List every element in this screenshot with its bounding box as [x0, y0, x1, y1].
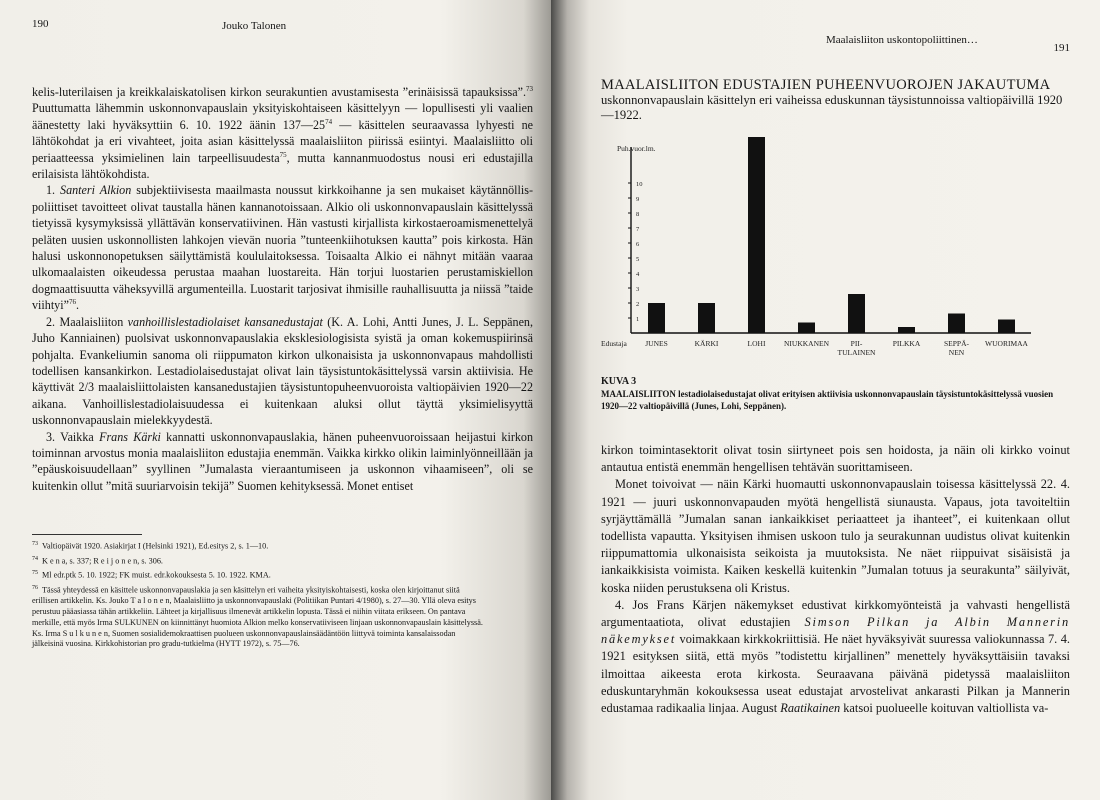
left-paragraph-3: 2. Maalaisliiton vanhoillislestadiolaiset kansanedustajat (K. A. Lohi, Antti Junes, J. L. Seppänen, Juho Kanniainen) puolsivat uskonnonvapauslakia eksklesiologisista syistä ja oman kokemuspiirinsä pohjalta. Evankeliumin sanoma oli riippumaton kirkon ulkonaisista ja uskonnonvapaus mahdollisti todellisen kansankirkon. Lestadiolaisedustajat olivat lain täysistuntokäsittelyssä varsin aktiivisia. He käyttivät 2/3 maalaisliittolaisten kansanedustajien täysistuntopuheenvuoroista valtiopäivien 1920—22 aikana. Vanhoillislestadiolaisuudessa ei kuitenkaan aluksi ollut täyttä yksimielisyyttä uskonnonvapauslain mielekkyydestä.: [32, 314, 534, 428]
bar-1: [698, 303, 715, 333]
y-tick-label: 10: [636, 181, 643, 188]
y-tick-label: 7: [636, 226, 640, 233]
bar-chart-svg: [601, 137, 1051, 372]
bar-3: [798, 323, 815, 334]
y-tick-label: 3: [636, 286, 640, 293]
footnote-number: 74: [32, 555, 38, 562]
right-paragraph-1: kirkon toimintasektorit olivat tosin siirtyneet pois sen hoidosta, ja näin oli kirkko voinut antautua entistä enemmän hengellisen tehtävän suorittamiseen.: [601, 443, 1070, 475]
y-tick-label: 1: [636, 316, 640, 323]
bar-7: [998, 320, 1015, 334]
left-paragraph-2: 1. Santeri Alkion subjektiivisesta maailmasta noussut kirkkoihanne ja sen mukaiset käytännöllis-poliittiset tavoitteet olivat taustalla hänen kannanotoissaan. Alkio oli uskonnonvapauslain käsittelyssä tietyissä kysymyksissä yllättävän konservatiivinen. Hän vastusti kirjallista kirkostaeroamismenettelyä peläten uusien uskonnollisten lahkojen vievän nuoria ”tunteenkiihotuksen kautta” pois kirkosta. Hän halusi uskonnonopetuksen säilyttämistä koululaitoksessa. Toisaalta Alkio ei nähnyt mitään vaaraa ulkomaalaisten oikeudessa perustaa maahan luostareita. Hän torjui luostarien perustamiskiellon dogmaattisuutta väheksyvillä argumenteilla. Luostarit tarjosivat ihmisille rauhallisuutta ja niissä ”taide viihtyi”$^{76}$.: [32, 183, 533, 313]
left-running-head: [32, 18, 533, 48]
x-tick-label: JUNES: [645, 339, 668, 348]
y-tick-label: 6: [636, 241, 640, 248]
y-axis-label: Puh.vuor.lm.: [617, 144, 656, 153]
footnote: [32, 568, 484, 582]
caption-label: KUVA 3: [601, 376, 637, 387]
footnote: [32, 539, 484, 553]
footnote-rule: [32, 534, 483, 650]
y-tick-label: 2: [636, 301, 640, 308]
left-paragraph-1: kelis-luterilaisen ja kreikkalaiskatolisen kirkon seurakuntien avustamisesta ”erinäisissä tapauksissa”.$^{73}$ Puuttumatta lähemmin uskonnonvapauslain yksityiskohtaiseen käsittelyyn — lopullisesti yli vaalien äänestetty laki hyväksyttiin 6. 10. 1922 äänin $137—25^{74}$ — käsittelen seuraavassa lyhyesti ne lähtökohdat ja eri vivahteet, joita asian käsittelyssä maalaisliiton piirissä esiintyi. Maalaisliitto oli periaatteessa yksimielinen lain tarpeellisuudesta$^{75}$, mutta kannanmuodostus nousi eri edustajilla erilaisista lähtökohdista.: [32, 84, 533, 182]
caption-text: lestadiolaisedustajat olivat erityisen aktiivisia uskonnonvapauslain täysistuntokäsittelyssä vuosien 1920—22 valtiopäivillä (Junes, Lohi, Seppänen).: [601, 389, 1054, 411]
bar-5: [898, 327, 915, 333]
bar-0: [648, 303, 665, 333]
footnote-number: 73: [32, 541, 38, 548]
footnote: [32, 554, 484, 568]
footnote: [32, 583, 484, 651]
person-name: Raatikainen: [780, 701, 841, 716]
footnote-text: Valtiopäivät 1920. Asiakirjat I (Helsinki 1921), Ed.esitys 2, s. 1—10.: [42, 541, 269, 551]
left-paragraph-4: 3. Vaikka Frans Kärki kannatti uskonnonvapauslakia, hänen puheenvuoroissaan heijastui kirkon toiminnan arvostus monia maalaisliiton edustajia enemmän. Vaikka kirkko olikin laiminlyönneillään ja ”epäuskoisuudellaan” syyllinen ”Jumalasta vieraantumiseen ja uskonnon vihaamiseen”, oli se kuitenkin ollut ”mitä suuriarvoisin tekijä” Suomen kehityksessä. Monet entiset: [32, 429, 533, 493]
chart-heading: [601, 78, 1070, 123]
x-tick-label: PII-TULAINEN: [837, 339, 876, 357]
right-paragraph-3: 4. Jos Frans Kärjen näkemykset edustivat kirkkomyönteistä ja vahvasti hengellistä argumentaatiota, olivat edustajien Simson Pilkan ja Albin Mannerin näkemykset voimakkaan kirkkokriittisiä. He näet hyväksyivät suuressa valiokunnassa 7. 4. 1921 esityksen siitä, että myös ”todistettu kirjallinen” menettely hyväksyttäisiin tavaksi ilmoittaa aikeesta erota kirkosta. Seuraavana päivänä pidetyssä maalaisliiton eduskuntaryhmän kokouksessa useat edustajat arvostelivat ankarasti Pilkan ja Mannerin edustamaa radikaalia linjaa. August Raatikainen katsoi puolueelle koituvan valtiollista va-: [601, 597, 1070, 716]
footnote-text: Tässä yhteydessä en käsittele uskonnonvapauslakia ja sen käsittelyn eri vaiheita yksityiskohtaisesti, koska olen kirjoittanut siitä erillisen artikkelin. Ks. Jouko T a l o n e n, Maalaisliitto ja uskonnonvapauslaki (Politiikan Puntari 4/1980), s. 27—30. Yllä oleva esitys perustuu pääasiassa tähän artikkeliin. Lähteet ja kirjallisuus ilmenevät artikkelin lopusta. Tässä ei niihin viitata erikseen. On pantava merkille, että myös Irma SULKUNEN on kiinnittänyt huomiota Alkion melko konservatiiviseen linjaan uskonnonvapauslain käsittelyssä. Ks. Irma S u l k u n e n, Suomen sosialidemokraattisen puolueen uskonnonvapauslainsäädäntöön liittyvä toiminta kansalaissodan jälkeisinä vuosina. Kirkkohistorian pro gradu-tutkielma (HYTT 1972), s. 75—76.: [32, 585, 483, 649]
footnote-text: Ml edr.ptk 5. 10. 1922; FK muist. edr.kokouksesta 5. 10. 1922. KMA.: [42, 570, 271, 580]
footnotes: [32, 539, 484, 650]
x-tick-label: NIUKKANEN: [784, 339, 829, 348]
right-paragraph-2: Monet toivoivat — näin Kärki huomautti uskonnonvapauslain toisessa käsittelyssä 22. 4. 1921 — juuri uskonnonvapauden myötä hengellistä siunausta. Vapaus, jota tavoiteltiin syrjäyttämällä ”Jumalan sanan iankaikkiset periaatteet ja ihanteet”, ei kuitenkaan ollut todellista vapautta. Yksityisen ihmisen uskoon tulo ja seurakunnan uudistus olivat kuitenkin riippumattomia ulkonaisista seikoista ja muutoksista. Ne näet riippuivat sisäisistä ja iankaikkisista voimista. Kaiken keskellä kuitenkin ”Jumalan totuus ja seurakunta” säilyivät, koska niiden perustuksena oli Kristus.: [601, 477, 1070, 595]
running-title-left: Jouko Talonen: [222, 20, 287, 32]
figure-caption: KUVA 3 MAALAISLIITON lestadiolaisedustajat olivat erityisen aktiivisia uskonnonvapauslain täysistuntokäsittelyssä vuosien 1920—22 valtiopäivillä (Junes, Lohi, Seppänen).: [601, 376, 1070, 412]
x-tick-label: KÄRKI: [694, 339, 719, 348]
y-tick-label: 4: [636, 271, 640, 278]
x-tick-label: SEPPÄ-NEN: [943, 339, 970, 357]
y-tick-label: 9: [636, 196, 640, 203]
footnote-number: 75: [32, 570, 38, 577]
right-page: [551, 0, 1100, 800]
chart-title: MAALAISLIITON EDUSTAJIEN PUHEENVUOROJEN JAKAUTUMA: [601, 77, 1051, 93]
right-body-text: [601, 442, 1070, 717]
bar-4: [848, 294, 865, 333]
x-tick-label: PILKKA: [892, 339, 921, 348]
footnote-text: K e n a, s. 337; R e i j o n e n, s. 306.: [42, 556, 163, 566]
page-number-left: 190: [32, 18, 49, 30]
running-title-right: Maalaisliiton uskontopoliittinen…: [826, 34, 978, 46]
person-name: Frans Kärki: [99, 429, 161, 444]
person-name: Santeri Alkion: [60, 183, 132, 198]
x-tick-label: LOHI: [747, 339, 766, 348]
right-running-head: [601, 28, 1070, 58]
y-tick-label: 8: [636, 211, 640, 218]
chart-subtitle: uskonnonvapauslain käsittelyn eri vaiheissa eduskunnan täysistunnoissa valtiopäivillä 1920—1922.: [601, 93, 1063, 122]
x-axis-label: Edustaja: [601, 339, 627, 348]
bar-6: [948, 314, 965, 334]
left-body-text: [32, 84, 533, 494]
footnote-number: 76: [32, 584, 38, 591]
page-number-right: 191: [1053, 42, 1070, 54]
y-tick-label: 5: [636, 256, 640, 263]
x-tick-label: WUORIMAA: [985, 339, 1028, 348]
bar-2: [748, 137, 765, 333]
bar-chart: [601, 137, 1051, 372]
